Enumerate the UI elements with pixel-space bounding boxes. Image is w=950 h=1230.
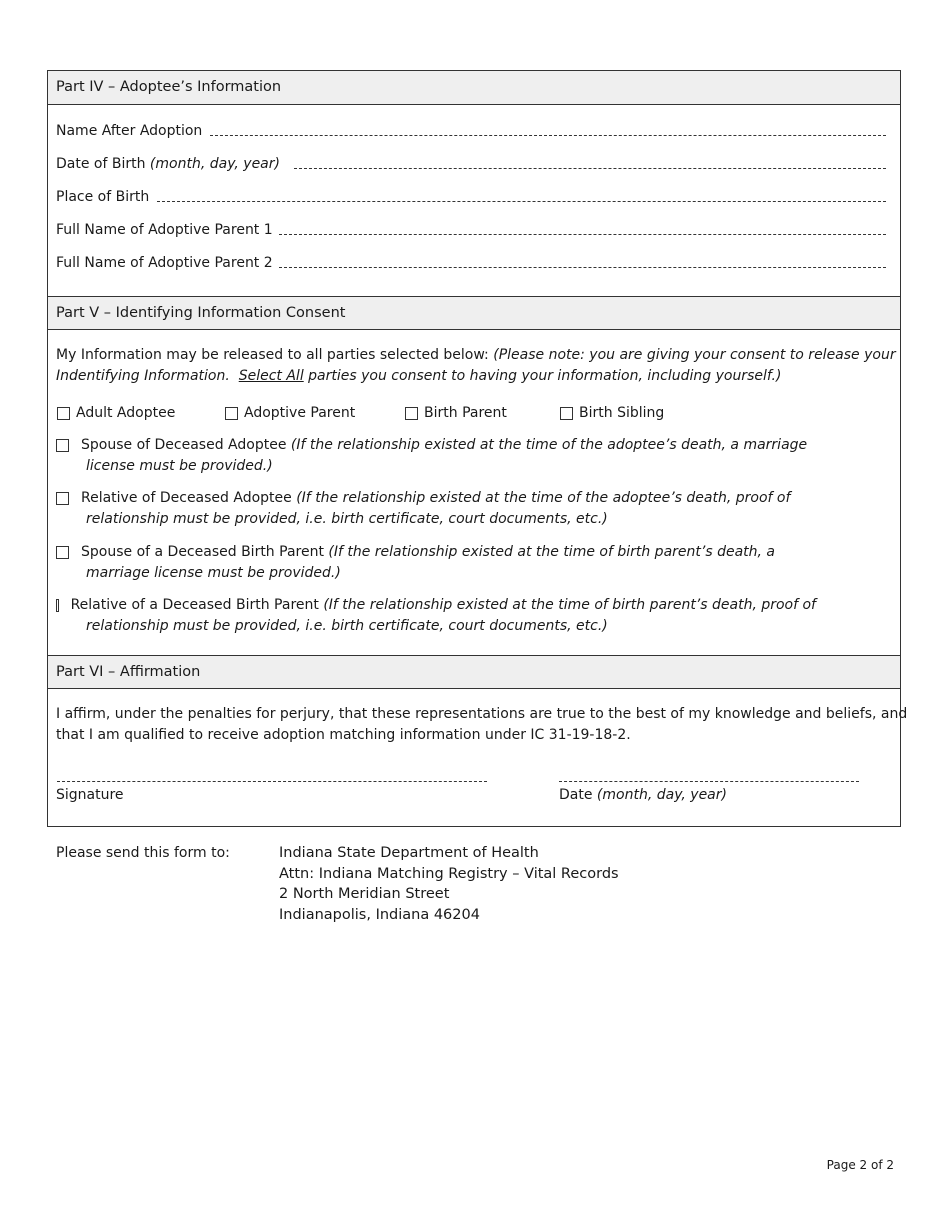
relative-deceased-birth-parent-checkbox[interactable] (56, 599, 59, 612)
affirmation-statement-line-2: that I am qualified to receive adoption matching information under IC 31-19-18-2. (56, 727, 631, 743)
place-of-birth-field[interactable] (56, 185, 886, 205)
name-after-adoption-field[interactable] (56, 119, 886, 139)
date-of-birth-line[interactable] (294, 156, 886, 169)
adoptive-parent-2-line[interactable] (279, 255, 886, 268)
adoptive-parent-2-label: Full Name of Adoptive Parent 2 (56, 255, 273, 271)
relative-deceased-adoptee-note-1: (If the relationship existed at the time of the adoptee’s death, proof of (296, 490, 791, 506)
birth-sibling-checkbox[interactable] (560, 407, 573, 420)
part-v-header: Part V – Identifying Information Consent (48, 296, 900, 330)
spouse-deceased-birth-parent-option[interactable] (56, 542, 816, 584)
adoptive-parent-option[interactable] (225, 403, 355, 423)
relative-deceased-birth-parent-label: Relative of a Deceased Birth Parent (70, 597, 319, 613)
signature-label: Signature (56, 787, 124, 803)
adoptive-parent-checkbox[interactable] (225, 407, 238, 420)
spouse-deceased-adoptee-label: Spouse of Deceased Adoptee (81, 437, 287, 453)
part-vi-header: Part VI – Affirmation (48, 655, 900, 689)
name-after-adoption-line[interactable] (210, 123, 886, 136)
signature-line[interactable] (57, 780, 487, 782)
date-of-birth-text: Date of Birth (56, 156, 146, 172)
mailing-address-line-1: Indiana State Department of Health (279, 845, 539, 861)
relative-deceased-adoptee-option[interactable] (56, 488, 816, 530)
part-iv-header: Part IV – Adoptee’s Information (48, 71, 900, 105)
consent-intro-text: My Information may be released to all parties selected below: (56, 347, 489, 363)
spouse-deceased-adoptee-checkbox[interactable] (56, 439, 69, 452)
relative-deceased-adoptee-label: Relative of Deceased Adoptee (81, 490, 292, 506)
spouse-deceased-birth-parent-checkbox[interactable] (56, 546, 69, 559)
date-of-birth-label (56, 156, 280, 172)
spouse-deceased-adoptee-note-1: (If the relationship existed at the time of the adoptee’s death, a marriage (290, 437, 808, 453)
birth-parent-checkbox[interactable] (405, 407, 418, 420)
relative-deceased-birth-parent-option[interactable] (56, 595, 816, 637)
date-of-birth-field[interactable] (56, 152, 886, 172)
place-of-birth-line[interactable] (157, 189, 886, 202)
affirmation-statement (56, 704, 908, 746)
spouse-deceased-adoptee-option[interactable] (56, 435, 816, 477)
consent-intro (56, 345, 896, 387)
adoptive-parent-2-field[interactable] (56, 251, 886, 271)
date-signed-line[interactable] (559, 780, 859, 782)
adoptive-parent-1-line[interactable] (279, 222, 886, 235)
consent-intro-note-b: Indentifying Information. (56, 368, 230, 384)
select-all-emphasis: Select All (238, 368, 304, 384)
birth-parent-option[interactable] (405, 403, 507, 423)
date-signed-label (559, 787, 727, 803)
birth-parent-label: Birth Parent (424, 405, 507, 421)
adult-adoptee-checkbox[interactable] (57, 407, 70, 420)
date-of-birth-hint: (month, day, year) (149, 156, 280, 172)
adoptive-parent-1-field[interactable] (56, 218, 886, 238)
affirmation-statement-line-1: I affirm, under the penalties for perjury, that these representations are true to the best of my knowledge and beliefs, and (56, 706, 908, 722)
birth-sibling-label: Birth Sibling (579, 405, 665, 421)
adult-adoptee-label: Adult Adoptee (76, 405, 176, 421)
consent-intro-note-c: parties you consent to having your information, including yourself.) (308, 368, 782, 384)
mailing-address-line-2: Attn: Indiana Matching Registry – Vital Records (279, 865, 619, 882)
spouse-deceased-birth-parent-note-2: marriage license must be provided.) (86, 565, 341, 581)
page-number: Page 2 of 2 (826, 1158, 894, 1172)
spouse-deceased-birth-parent-note-1: (If the relationship existed at the time of birth parent’s death, a (328, 544, 775, 560)
relative-deceased-birth-parent-note-1: (If the relationship existed at the time of birth parent’s death, proof of (323, 597, 816, 613)
adoptive-parent-label: Adoptive Parent (244, 405, 356, 421)
date-signed-hint: (month, day, year) (596, 787, 727, 803)
mailing-address (279, 843, 619, 925)
relative-deceased-birth-parent-note-2: relationship must be provided, i.e. birth certificate, court documents, etc.) (86, 618, 608, 634)
date-signed-text: Date (559, 787, 593, 803)
relative-deceased-adoptee-note-2: relationship must be provided, i.e. birth certificate, court documents, etc.) (86, 511, 608, 527)
mailing-address-line-3: 2 North Meridian Street (279, 886, 450, 902)
mailing-label: Please send this form to: (56, 845, 230, 861)
relative-deceased-adoptee-checkbox[interactable] (56, 492, 69, 505)
birth-sibling-option[interactable] (560, 403, 664, 423)
adoptive-parent-1-label: Full Name of Adoptive Parent 1 (56, 222, 273, 238)
spouse-deceased-adoptee-note-2: license must be provided.) (86, 458, 273, 474)
adult-adoptee-option[interactable] (57, 403, 175, 423)
form-box (47, 70, 908, 827)
name-after-adoption-label: Name After Adoption (56, 123, 203, 139)
spouse-deceased-birth-parent-label: Spouse of a Deceased Birth Parent (81, 544, 324, 560)
consent-intro-note-a: (Please note: you are giving your consent to release your (493, 347, 896, 363)
mailing-address-line-4: Indianapolis, Indiana 46204 (279, 906, 480, 923)
place-of-birth-label: Place of Birth (56, 189, 150, 205)
